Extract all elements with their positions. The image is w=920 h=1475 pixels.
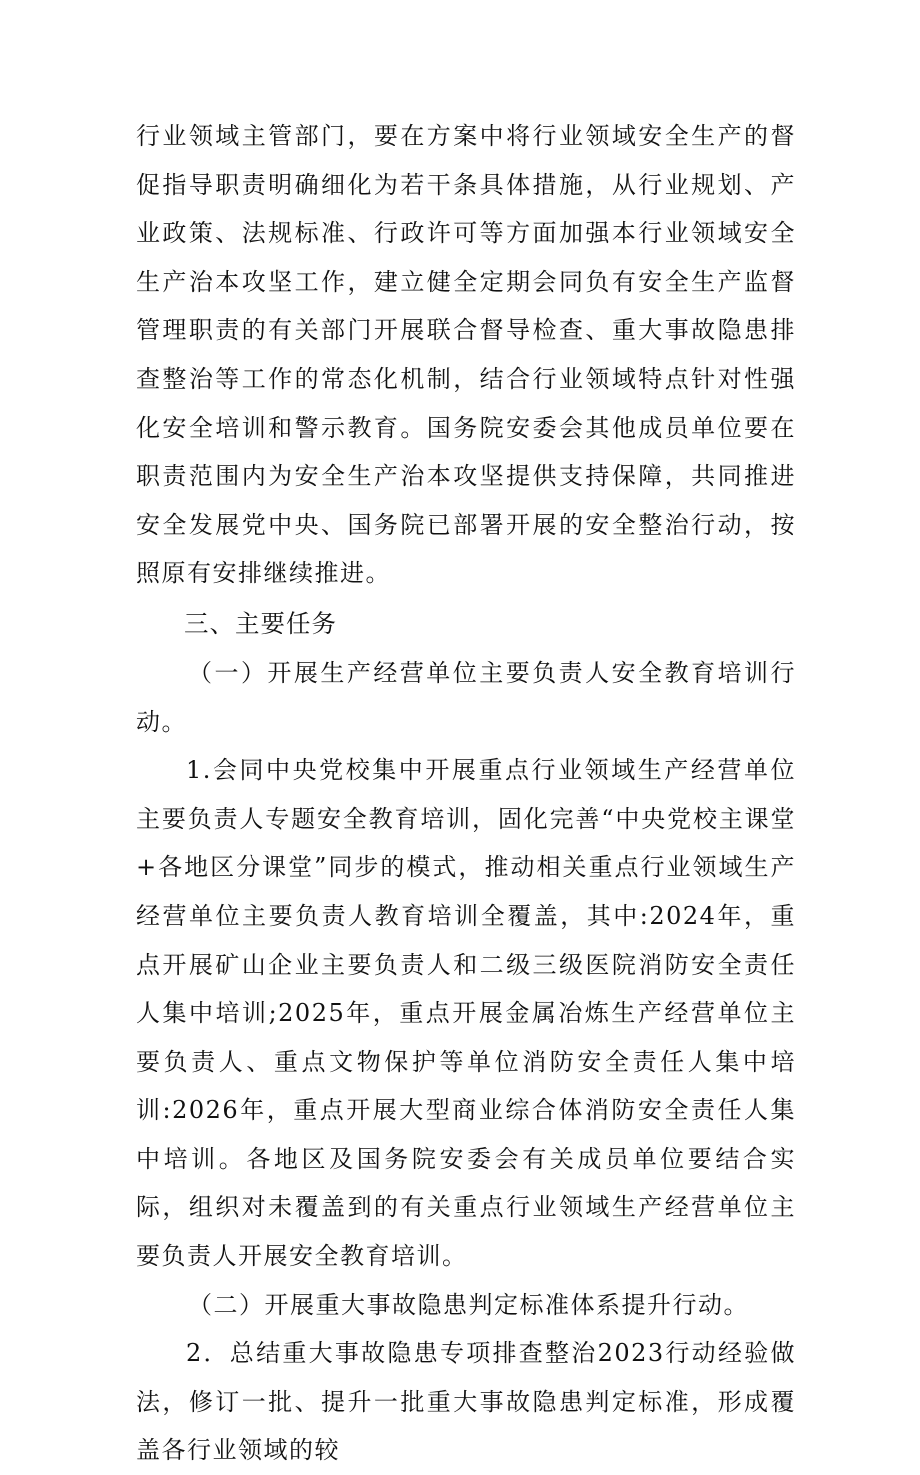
subsection-title-1: （一）开展生产经营单位主要负责人安全教育培训行动。 <box>136 658 796 736</box>
section-heading: 三、主要任务 <box>184 608 337 638</box>
task-item-1: 1.会同中央党校集中开展重点行业领域生产经营单位主要负责人专题安全教育培训，固化完善“中央党校主课堂+各地区分课堂”同步的模式，推动相关重点行业领域生产经营单位主要负责人教育培训全覆盖，其中:2024年，重点开展矿山企业主要负责人和二级三级医院消防安全责任人集中培训;2025年，重点开展金属冶炼生产经营单位主要负责人、重点文物保护等单位消防安全责任人集中培训:2026年，重点开展大型商业综合体消防安全责任人集中培训。各地区及国务院安委会有关成员单位要结合实际，组织对未覆盖到的有关重点行业领域生产经营单位主要负责人开展安全教育培训。 <box>136 756 796 1271</box>
task-item-2: 2．总结重大事故隐患专项排查整治2023行动经验做法，修订一批、提升一批重大事故隐患判定标准，形成覆盖各行业领域的较 <box>136 1339 796 1465</box>
subsection-title-2: （二）开展重大事故隐患判定标准体系提升行动。 <box>188 1290 749 1319</box>
document-body <box>136 112 796 1475</box>
paragraph-continued: 行业领域主管部门，要在方案中将行业领域安全生产的督促指导职责明确细化为若干条具体措施，从行业规划、产业政策、法规标准、行政许可等方面加强本行业领域安全生产治本攻坚工作，建立健全定期会同负有安全生产监督管理职责的有关部门开展联合督导检查、重大事故隐患排查整治等工作的常态化机制，结合行业领域特点针对性强化安全培训和警示教育。国务院安委会其他成员单位要在职责范围内为安全生产治本攻坚提供支持保障，共同推进安全发展党中央、国务院已部署开展的安全整治行动，按照原有安排继续推进。 <box>136 122 796 588</box>
